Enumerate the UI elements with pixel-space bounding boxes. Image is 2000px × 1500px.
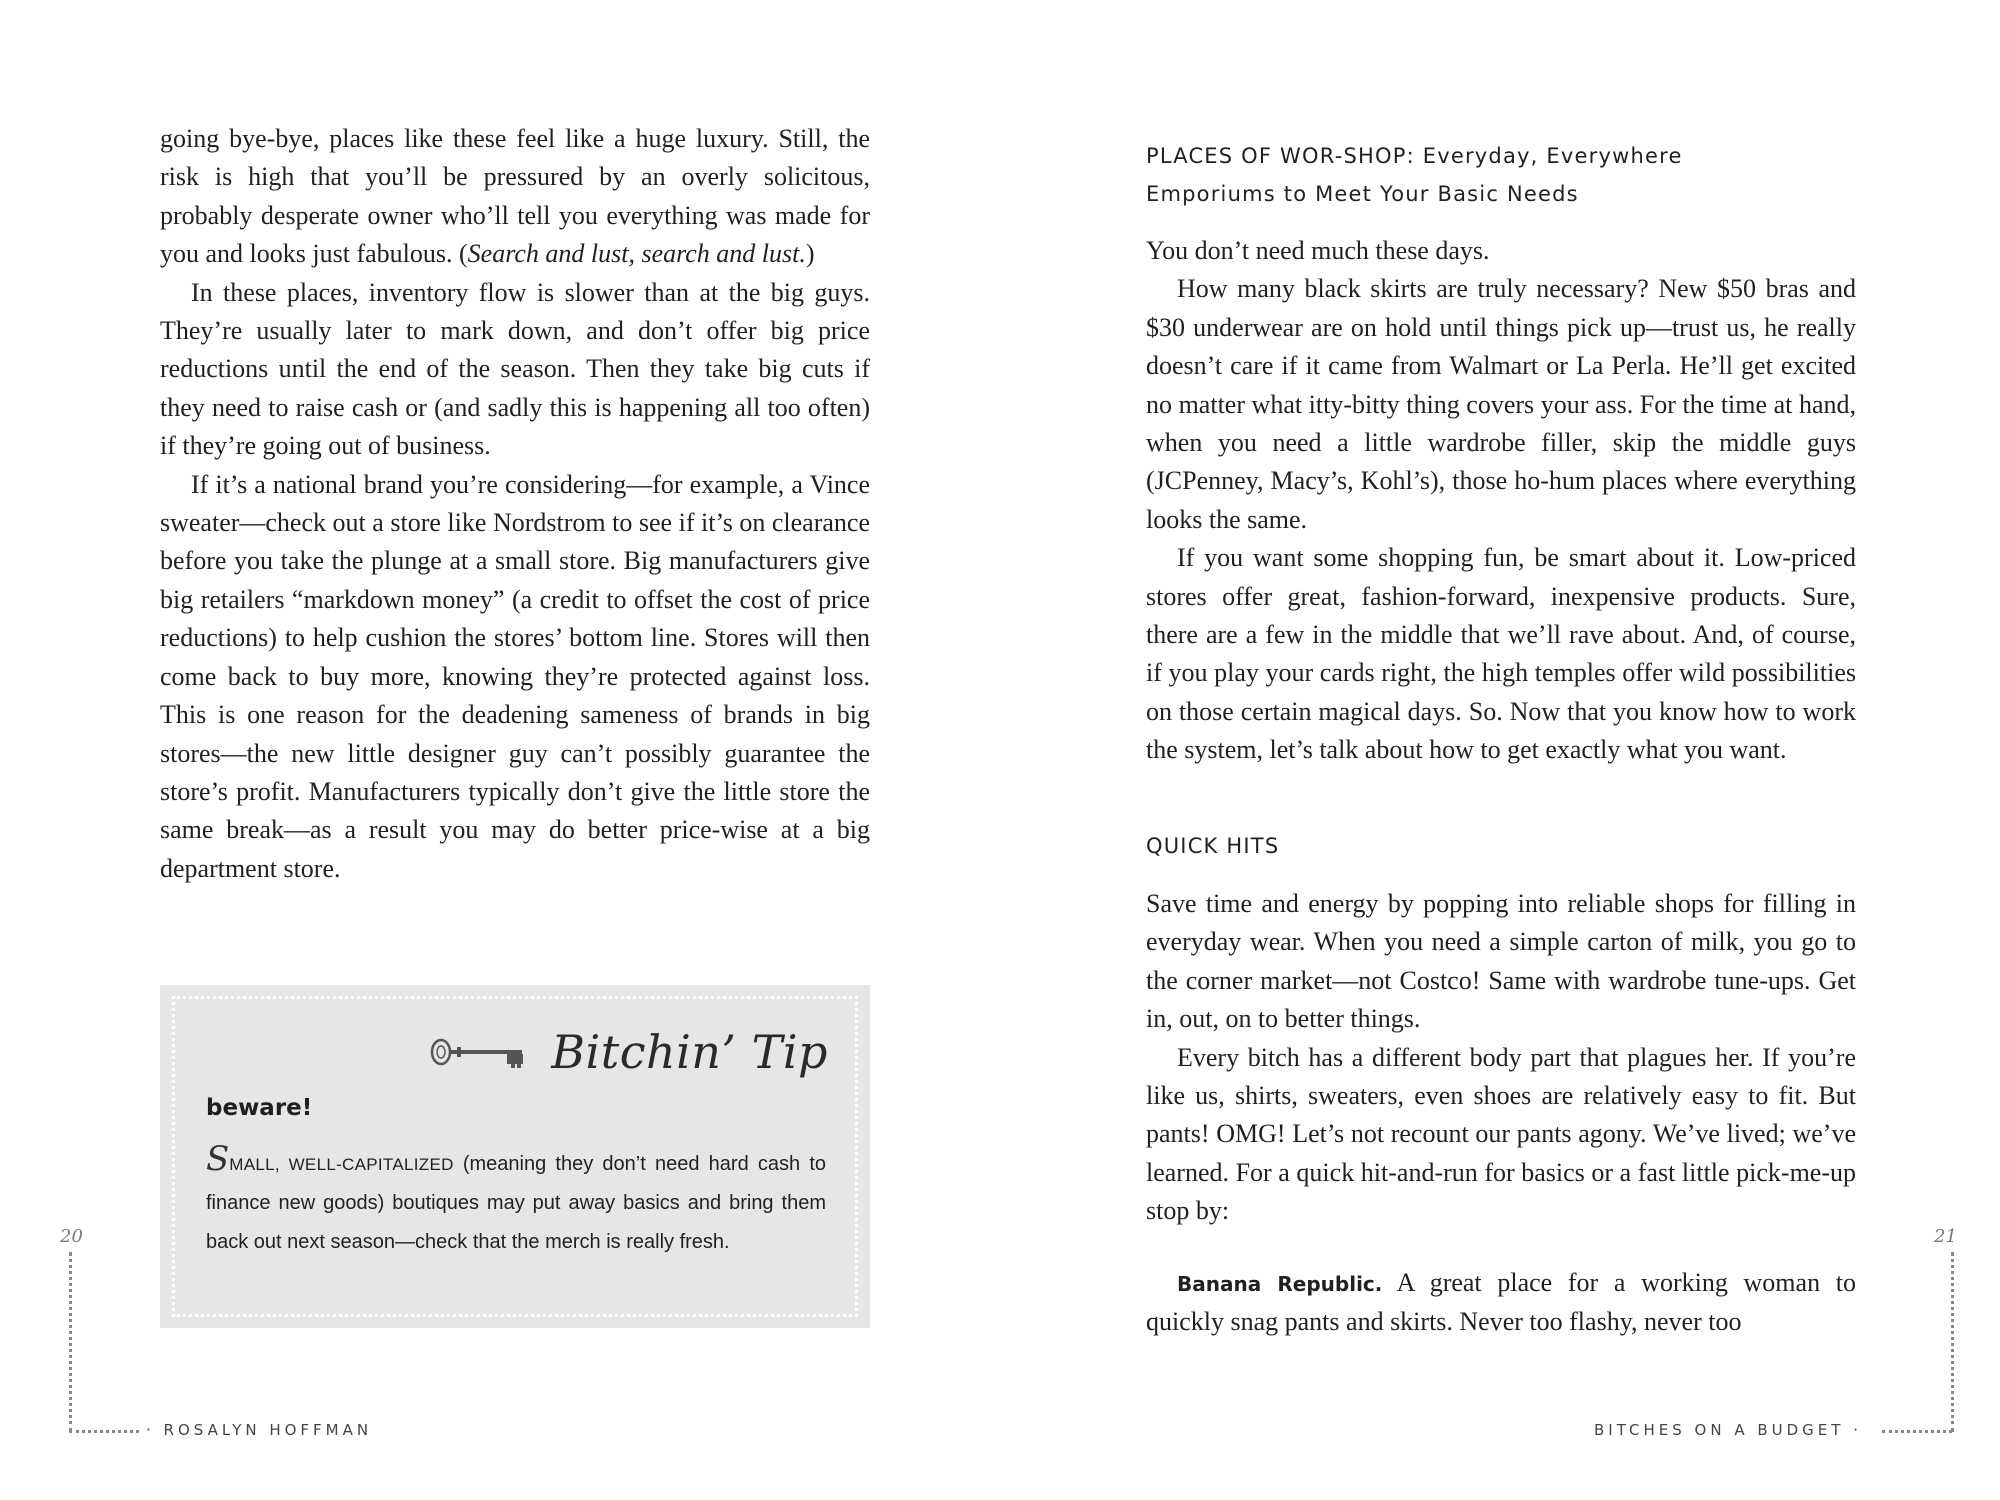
paragraph: going bye-bye, places like these feel like a huge luxury. Still, the risk is high that you’ll be pressured by an overly solicitous, probably desperate owner who’ll tell you everything was made for you and looks just fabulous. (Search and lust, search and lust.): [160, 124, 870, 269]
drop-cap: S: [206, 1139, 230, 1179]
left-column-text: [160, 120, 870, 888]
paragraph: If it’s a national brand you’re considering—for example, a Vince sweater—check out a store like Nordstrom to see if it’s on clearance before you take the plunge at a small store. Big manufacturers give big retailers “markdown money” (a credit to offset the cost of price reductions) to help cushion the stores’ bottom line. Stores will then come back to buy more, knowing they’re protected against loss. This is one reason for the deadening sameness of brands in big stores—the new little designer guy can’t possibly guarantee the store’s profit. Manufacturers typically don’t give the little store the same break—as a result you may do better price-wise at a big department store.: [160, 469, 870, 883]
paragraph: In these places, inventory flow is slower than at the big guys. They’re usually later to mark down, and don’t offer big price reductions until the end of the season. Then they take big cuts if they need to raise cash or (and sadly this is happening all too often) if they’re going out of business.: [160, 277, 870, 461]
right-column-section-1: [1146, 232, 1856, 770]
right-column-section-2: [1146, 885, 1856, 1231]
vertical-dotted-rule: [1951, 1252, 1954, 1432]
key-icon: [429, 1032, 537, 1072]
paragraph: Every bitch has a different body part that plagues her. If you’re like us, shirts, sweaters, even shoes are relatively easy to fit. But pants! OMG! Let’s not recount our pants agony. We’ve lived; we’ve learned. For a quick hit-and-run for basics or a fast little pick-me-up stop by:: [1146, 1042, 1856, 1226]
section-heading: PLACES OF WOR-SHOP: Everyday, Everywhere Emporiums to Meet Your Basic Needs: [1146, 144, 1683, 207]
italic-phrase: Search and lust, search and lust.: [467, 239, 806, 269]
page-number: 21: [1934, 1226, 1957, 1247]
section-heading-quick-hits: QUICK HITS: [1146, 834, 1280, 858]
page-number: 20: [60, 1226, 83, 1247]
paragraph: Save time and energy by popping into reliable shops for filling in everyday wear. When you need a simple carton of milk, you go to the corner market—not Costco! Same with wardrobe tune-ups. Get in, out, on to better things.: [1146, 889, 1856, 1034]
paragraph: How many black skirts are truly necessary? New $50 bras and $30 underwear are on hold until things pick up—trust us, he really doesn’t care if it came from Walmart or La Perla. He’ll get excited no matter what itty-bitty thing covers your ass. For the time at hand, when you need a little wardrobe filler, skip the middle guys (JCPenney, Macy’s, Kohl’s), those ho-hum places where everything looks the same.: [1146, 274, 1856, 534]
store-name: Banana Republic.: [1177, 1272, 1383, 1296]
running-footer: BITCHES ON A BUDGET ·: [1594, 1421, 1862, 1439]
running-footer: · ROSALYN HOFFMAN: [146, 1421, 373, 1439]
tip-label: Bitchin’ Tip: [551, 1025, 828, 1079]
tip-body: SMALL, WELL-CAPITALIZED (meaning they don’t need hard cash to finance new goods) boutiques may put away basics and bring them back out next season—check that the merch is really fresh.: [206, 1139, 826, 1253]
horizontal-dotted-rule: [69, 1430, 139, 1433]
store-entry: [1146, 1264, 1856, 1342]
paragraph: You don’t need much these days.: [1146, 236, 1490, 265]
paragraph: If you want some shopping fun, be smart about it. Low-priced stores offer great, fashion-forward, inexpensive products. Sure, there are a few in the middle that we’ll rave about. And, of course, if you play your cards right, the high temples offer wild possibilities on those certain magical days. So. Now that you know how to work the system, let’s talk about how to get exactly what you want.: [1146, 543, 1856, 765]
horizontal-dotted-rule: [1882, 1430, 1952, 1433]
tip-title: beware!: [206, 1095, 313, 1121]
tip-header: [429, 1017, 828, 1087]
vertical-dotted-rule: [69, 1252, 72, 1432]
tip-box: [160, 985, 870, 1328]
paragraph: Banana Republic. A great place for a working woman to quickly snag pants and skirts. Never too flashy, never too: [1146, 1268, 1856, 1337]
small-caps-phrase: MALL, WELL-CAPITALIZED: [229, 1155, 454, 1174]
